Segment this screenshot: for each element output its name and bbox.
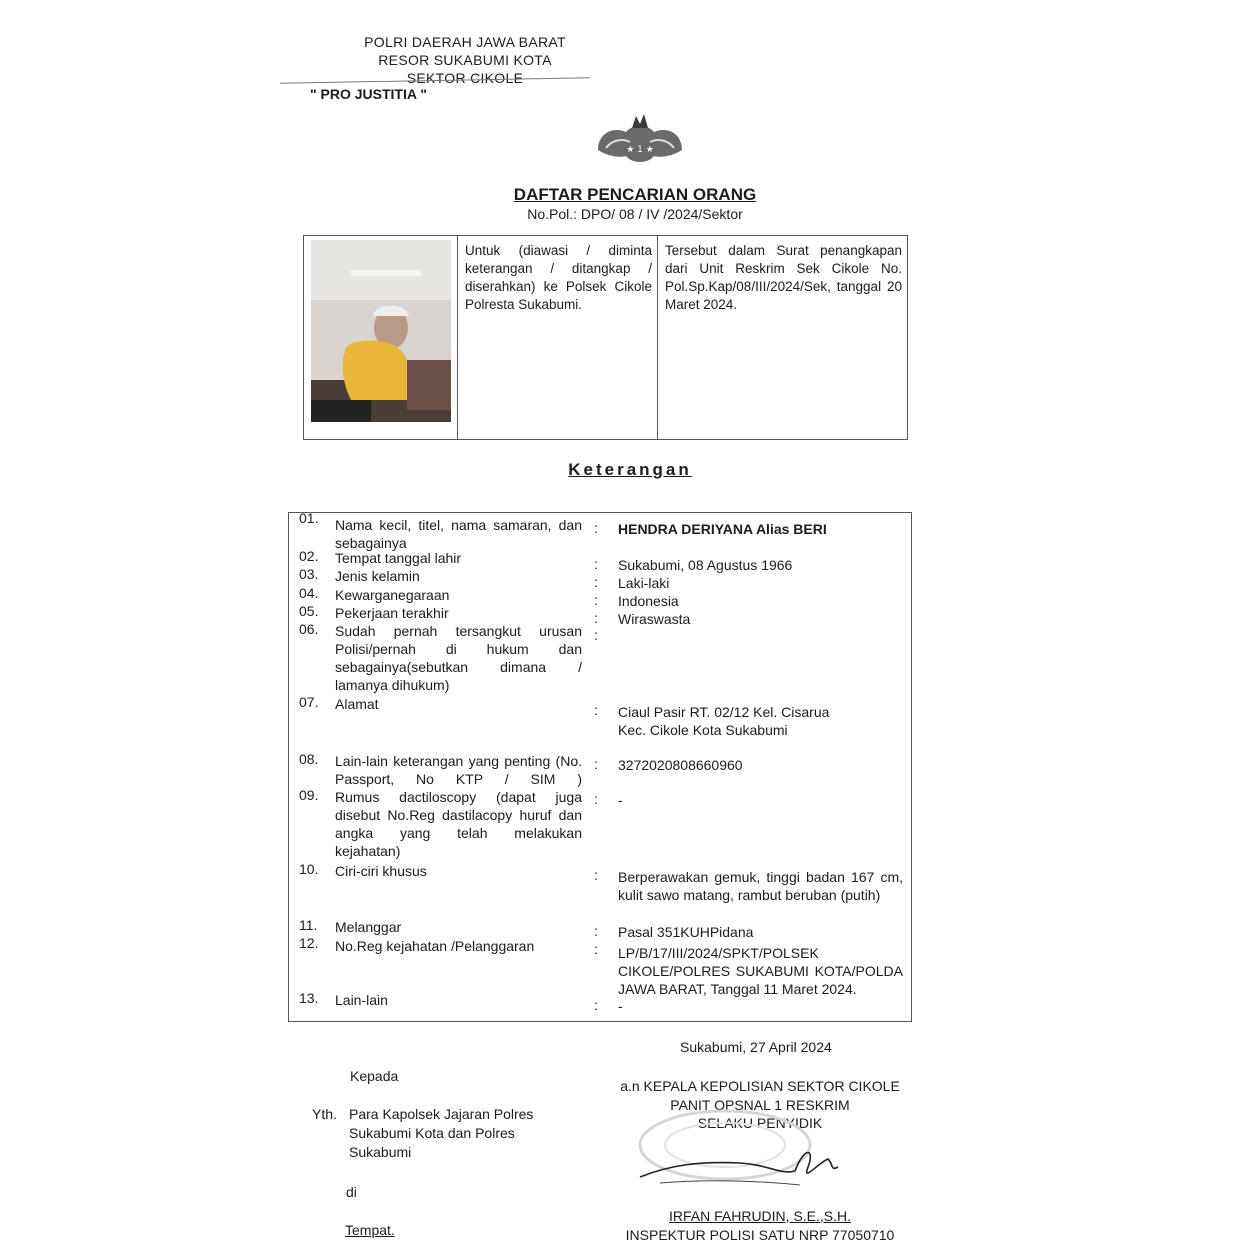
row-value: Laki-laki (618, 575, 670, 591)
row-value: - (618, 792, 623, 808)
row-label: Tempat tanggal lahir (335, 550, 462, 566)
addressee-line: Sukabumi Kota dan Polres (349, 1125, 515, 1141)
report-number-value: LP/B/17/III/2024/SPKT/POLSEK CIKOLE/POLRES SUKABUMI KOTA/POLDA JAWA BARAT, Tanggal 11 Maret 2024. (618, 945, 903, 997)
row-number: 08. (299, 751, 319, 767)
row-number: 10. (299, 861, 319, 877)
row-value: - (618, 998, 623, 1014)
kepada-label: Kepada (350, 1068, 399, 1084)
row-colon: : (594, 756, 598, 772)
row-label: Sudah pernah tersangkut urusan Polisi/pernah di hukum dan sebagainya(sebutkan dimana / lamanya dihukum) (335, 623, 582, 693)
row-colon: : (594, 627, 598, 643)
row-value: Wiraswasta (618, 611, 691, 627)
suspect-photo (311, 240, 451, 422)
row-value: Sukabumi, 08 Agustus 1966 (618, 557, 793, 573)
cell-divider (457, 235, 458, 440)
row-label: Lain-lain (335, 992, 388, 1008)
suspect-name: HENDRA DERIYANA Alias BERI (618, 521, 827, 537)
row-number: 04. (299, 585, 319, 601)
signer-name: IRFAN FAHRUDIN, S.E.,S.H. (668, 1208, 852, 1224)
row-label: Rumus dactiloscopy (dapat juga disebut No.Reg dastilacopy huruf dan angka yang telah melakukan kejahatan) (335, 789, 582, 859)
row-label: Melanggar (335, 919, 402, 935)
addressee-line: Sukabumi (349, 1144, 412, 1160)
row-colon: : (594, 997, 598, 1013)
row-label: Alamat (335, 696, 379, 712)
characteristics-value: Berperawakan gemuk, tinggi badan 167 cm, kulit sawo matang, rambut beruban (putih) (618, 869, 903, 903)
yth-label: Yth. (312, 1106, 337, 1122)
row-number: 13. (299, 990, 319, 1006)
letterhead-line-1: POLRI DAERAH JAWA BARAT (364, 34, 566, 50)
row-number: 05. (299, 603, 319, 619)
row-label: Kewarganegaraan (335, 587, 450, 603)
row-label: Jenis kelamin (335, 568, 420, 584)
row-colon: : (594, 702, 598, 718)
row-colon: : (594, 923, 598, 939)
cell-divider (657, 235, 658, 440)
row-value: Pasal 351KUHPidana (618, 924, 754, 940)
row-number: 01. (299, 510, 319, 526)
row-colon: : (594, 556, 598, 572)
address-value: Ciaul Pasir RT. 02/12 Kel. Cisarua Kec. Cikole Kota Sukabumi (618, 704, 830, 738)
official-stamp-and-signature (630, 1105, 860, 1215)
row-label: No.Reg kejahatan /Pelanggaran (335, 938, 535, 954)
row-colon: : (594, 867, 598, 883)
row-value: Indonesia (618, 593, 679, 609)
row-label: Pekerjaan terakhir (335, 605, 449, 621)
row-number: 02. (299, 548, 319, 564)
pro-justitia: " PRO JUSTITIA " (310, 86, 427, 102)
row-number: 06. (299, 621, 319, 637)
row-colon: : (594, 791, 598, 807)
signatory-line: PANIT OPSNAL 1 RESKRIM (670, 1097, 850, 1113)
row-label: Nama kecil, titel, nama samaran, dan sebagainya (335, 517, 582, 551)
tempat-label: Tempat. (345, 1222, 395, 1238)
row-colon: : (594, 610, 598, 626)
letterhead-line-3: SEKTOR CIKOLE (406, 70, 524, 86)
row-colon: : (594, 941, 598, 957)
emblem-text: ★ 1 ★ (626, 145, 654, 155)
place-date: Sukabumi, 27 April 2024 (680, 1039, 832, 1055)
row-colon: : (594, 574, 598, 590)
row-colon: : (594, 592, 598, 608)
signatory-line: SELAKU PENYIDIK (697, 1115, 823, 1131)
row-number: 12. (299, 935, 319, 951)
row-colon: : (594, 520, 598, 536)
document-number: No.Pol.: DPO/ 08 / IV /2024/Sektor (527, 206, 743, 222)
di-label: di (346, 1184, 357, 1200)
addressee-line: Para Kapolsek Jajaran Polres (349, 1106, 534, 1122)
warrant-text: Tersebut dalam Surat penangkapan dari Unit Reskrim Sek Cikole No. Pol.Sp.Kap/08/III/2024/Sek, tanggal 20 Maret 2024. (665, 243, 902, 312)
police-emblem-icon (592, 112, 688, 167)
row-label: Lain-lain keterangan yang penting (No. Passport, No KTP / SIM ) (335, 753, 582, 787)
letterhead-line-2: RESOR SUKABUMI KOTA (378, 52, 552, 68)
signer-rank: INSPEKTUR POLISI SATU NRP 77050710 (625, 1227, 895, 1243)
row-number: 03. (299, 566, 319, 582)
row-number: 11. (299, 917, 318, 933)
row-number: 07. (299, 694, 319, 710)
section-title: Keterangan (568, 460, 692, 479)
id-number-value: 3272020808660960 (618, 757, 743, 773)
page-title: DAFTAR PENCARIAN ORANG (513, 185, 757, 204)
signatory-line: a.n KEPALA KEPOLISIAN SEKTOR CIKOLE (620, 1078, 900, 1094)
row-number: 09. (299, 787, 319, 803)
purpose-text: Untuk (diawasi / diminta keterangan / ditangkap / diserahkan) ke Polsek Cikole Polresta Sukabumi. (465, 243, 652, 312)
row-label: Ciri-ciri khusus (335, 863, 427, 879)
